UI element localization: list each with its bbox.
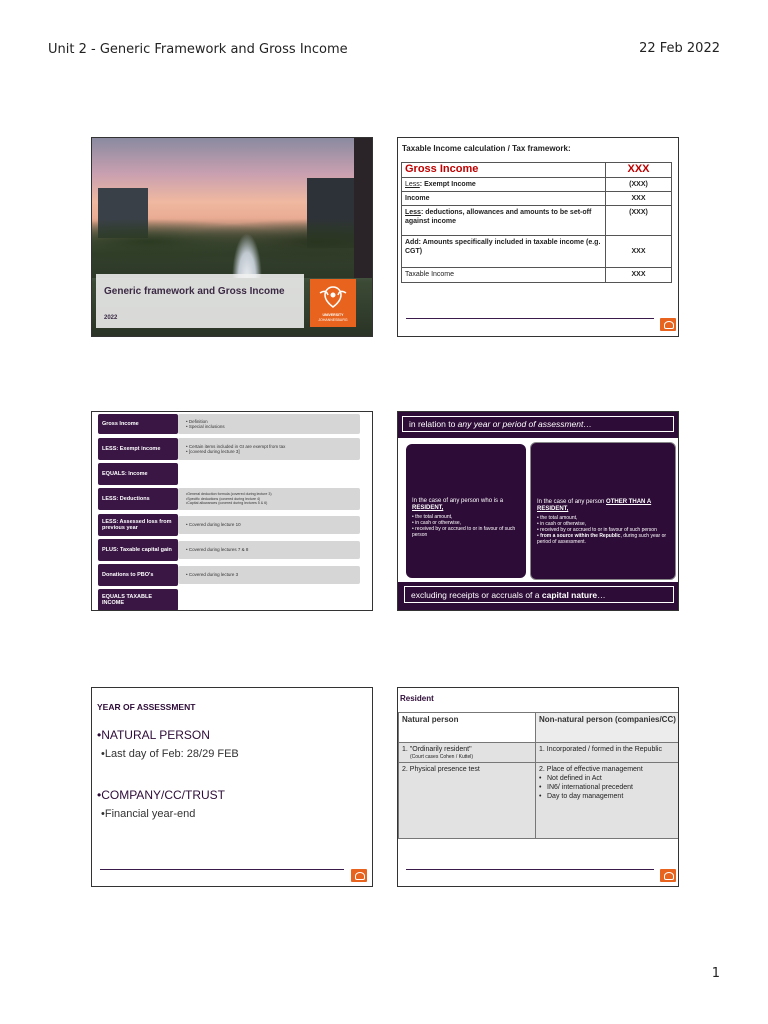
gross-income-amount: XXX [627,163,650,175]
row-prefix: Less [405,181,420,188]
bottom-emph: capital nature [541,590,598,600]
slide6-heading: Resident [400,694,434,703]
flow-label: LESS: Exempt income [98,438,178,460]
cell-bullet: • IN6/ international precedent [539,783,676,792]
table-header-row [399,713,680,743]
row-text: : Exempt Income [419,181,476,188]
table-row [402,178,672,192]
slide-tax-framework [397,137,679,337]
slide-resident [397,687,679,887]
logo-text-johannesburg: JOHANNESBURG [318,318,348,322]
lead-emph: OTHER THAN A RESIDENT, [537,499,652,512]
lead-text: In the case of any person who is a [412,498,504,504]
flow-desc [178,438,360,460]
row-text: Add: Amounts specifically included in taxable income (e.g. CGT) [405,239,601,255]
lead-emph: RESIDENT, [412,505,444,511]
cell-place-of-management [536,763,680,839]
flow-label: LESS: Deductions [98,488,178,510]
company-heading: •COMPANY/CC/TRUST [97,788,225,802]
col-header-natural: Natural person [399,713,536,743]
flow-label: EQUALS: Income [98,463,178,485]
row-amount: XXX [606,236,672,268]
lead-text: In the case of any person [537,499,607,505]
slide2-heading: Taxable Income calculation / Tax framework: [402,144,571,153]
row-amount: (XXX) [606,178,672,192]
flow-desc [178,541,360,559]
top-emph: any year or period of assessment… [457,419,592,429]
table-row [402,236,672,268]
cell-ordinarily-resident [399,743,536,763]
slide1-title: Generic framework and Gross Income [104,286,285,297]
slide-flow [91,411,373,611]
uj-logo [310,279,356,327]
page-number: 1 [711,966,720,981]
flow-desc-line: • Special inclusions [186,424,225,429]
row-label: Taxable Income [402,268,606,283]
row-amount: XXX [606,192,672,206]
row-label [402,192,606,206]
non-resident-box [530,442,676,580]
company-detail: •Financial year-end [101,808,196,820]
uj-logo-icon [351,869,367,882]
table-row [402,206,672,236]
flow-desc-line: • Covered during lecture 10 [186,522,241,528]
item-suffix: , during such year or period of assessment. [537,533,667,545]
non-resident-item: • received by or accrued to or in favour of such person [537,527,657,533]
row-label [402,178,606,192]
title-band [96,274,304,328]
flow-desc-line: •Specific deductions (covered during lecture 4) [186,496,261,501]
row-text: Income [405,195,430,202]
document-date: 22 Feb 2022 [639,41,720,56]
flow-label: PLUS: Taxable capital gain [98,539,178,561]
flow-label: Donations to PBO's [98,564,178,586]
flow-desc-line: • Definition [186,418,208,424]
bottom-band [398,582,679,611]
cell-text: 2. Place of effective management [539,766,643,773]
slide1-year: 2022 [104,315,118,321]
slide-year-of-assessment [91,687,373,887]
row-prefix: Less [405,209,421,216]
resident-item: • the total amount, [412,514,453,520]
cell-bullet: • Not defined in Act [539,774,676,783]
cell-incorporated: 1. Incorporated / formed in the Republic [536,743,680,763]
table-row [402,163,672,178]
flow-desc-line: • [covered during lecture 3] [186,449,240,454]
tower [354,138,373,278]
cell-subtext: (Court cases Cohen / Kuttel) [410,754,474,760]
flow-desc-line: • Certain items included in GI are exempt from tax [186,443,286,449]
fountain [232,233,262,278]
cell-bullet: • Day to day management [539,792,676,801]
cell-text: 1. "Ordinarily resident" [402,746,472,753]
natural-person-detail: •Last day of Feb: 28/29 FEB [101,748,239,760]
flow-desc-line: •Capital allowances (covered during lectures 5 & 6) [186,501,268,506]
resident-item: • in cash or otherwise, [412,520,461,526]
item-prefix: • [537,533,541,539]
document-title: Unit 2 - Generic Framework and Gross Income [48,42,348,57]
top-band-text [402,416,674,432]
flow-desc-line: •General deduction formula (covered during lecture 3) [186,492,272,497]
logo-text-university: UNIVERSITY [322,313,344,317]
non-resident-lead [537,499,669,513]
non-resident-item: • in cash or otherwise, [537,521,586,527]
item-emph: from a source within the Republic [540,533,621,539]
table-row [402,192,672,206]
flow-desc [178,414,360,434]
bottom-suffix: … [597,590,606,600]
slide-title [91,137,373,337]
row-label [402,236,606,268]
footer-line [406,318,654,319]
uj-logo-icon [660,318,676,331]
non-resident-item [537,533,669,545]
resident-box [406,444,526,578]
flow-desc [178,516,360,534]
row-text: : deductions, allowances and amounts to be set-off against income [405,209,592,225]
non-resident-item: • the total amount, [537,515,578,521]
gross-income-label: Gross Income [405,163,479,175]
slide5-heading: YEAR OF ASSESSMENT [97,702,196,712]
cell-physical-presence: 2. Physical presence test [399,763,536,839]
table-row [399,763,680,839]
flow-label: LESS: Assessed loss from previous year [98,514,178,536]
row-label [402,163,606,178]
row-amount: (XXX) [606,206,672,236]
uj-crest-icon [318,283,348,311]
bottom-band-text [404,586,674,603]
uj-logo-icon [660,869,676,882]
flow-label: EQUALS TAXABLE INCOME [98,589,178,611]
slide-gross-income-definition [397,411,679,611]
flow-desc-line: • Covered during lecture 3 [186,572,239,578]
footer-line [100,869,344,870]
flow-desc [178,566,360,584]
row-amount: XXX [606,268,672,283]
top-band [398,412,679,438]
table-row [399,743,680,763]
tax-framework-table [401,162,672,283]
col-header-non-natural: Non-natural person (companies/CC) [536,713,680,743]
resident-lead [412,498,520,512]
top-prefix: in relation to [409,419,458,429]
bottom-prefix: excluding receipts or accruals of a [411,590,542,600]
row-amount [606,163,672,178]
table-row [402,268,672,283]
footer-line [406,869,654,870]
row-label [402,206,606,236]
flow-label: Gross Income [98,414,178,434]
flow-desc [178,488,360,510]
natural-person-heading: •NATURAL PERSON [97,728,210,742]
flow-desc-line: • Covered during lectures 7 & 8 [186,547,249,553]
resident-item: • received by or accrued to or in favour of such person [412,526,516,538]
resident-table [398,712,679,839]
